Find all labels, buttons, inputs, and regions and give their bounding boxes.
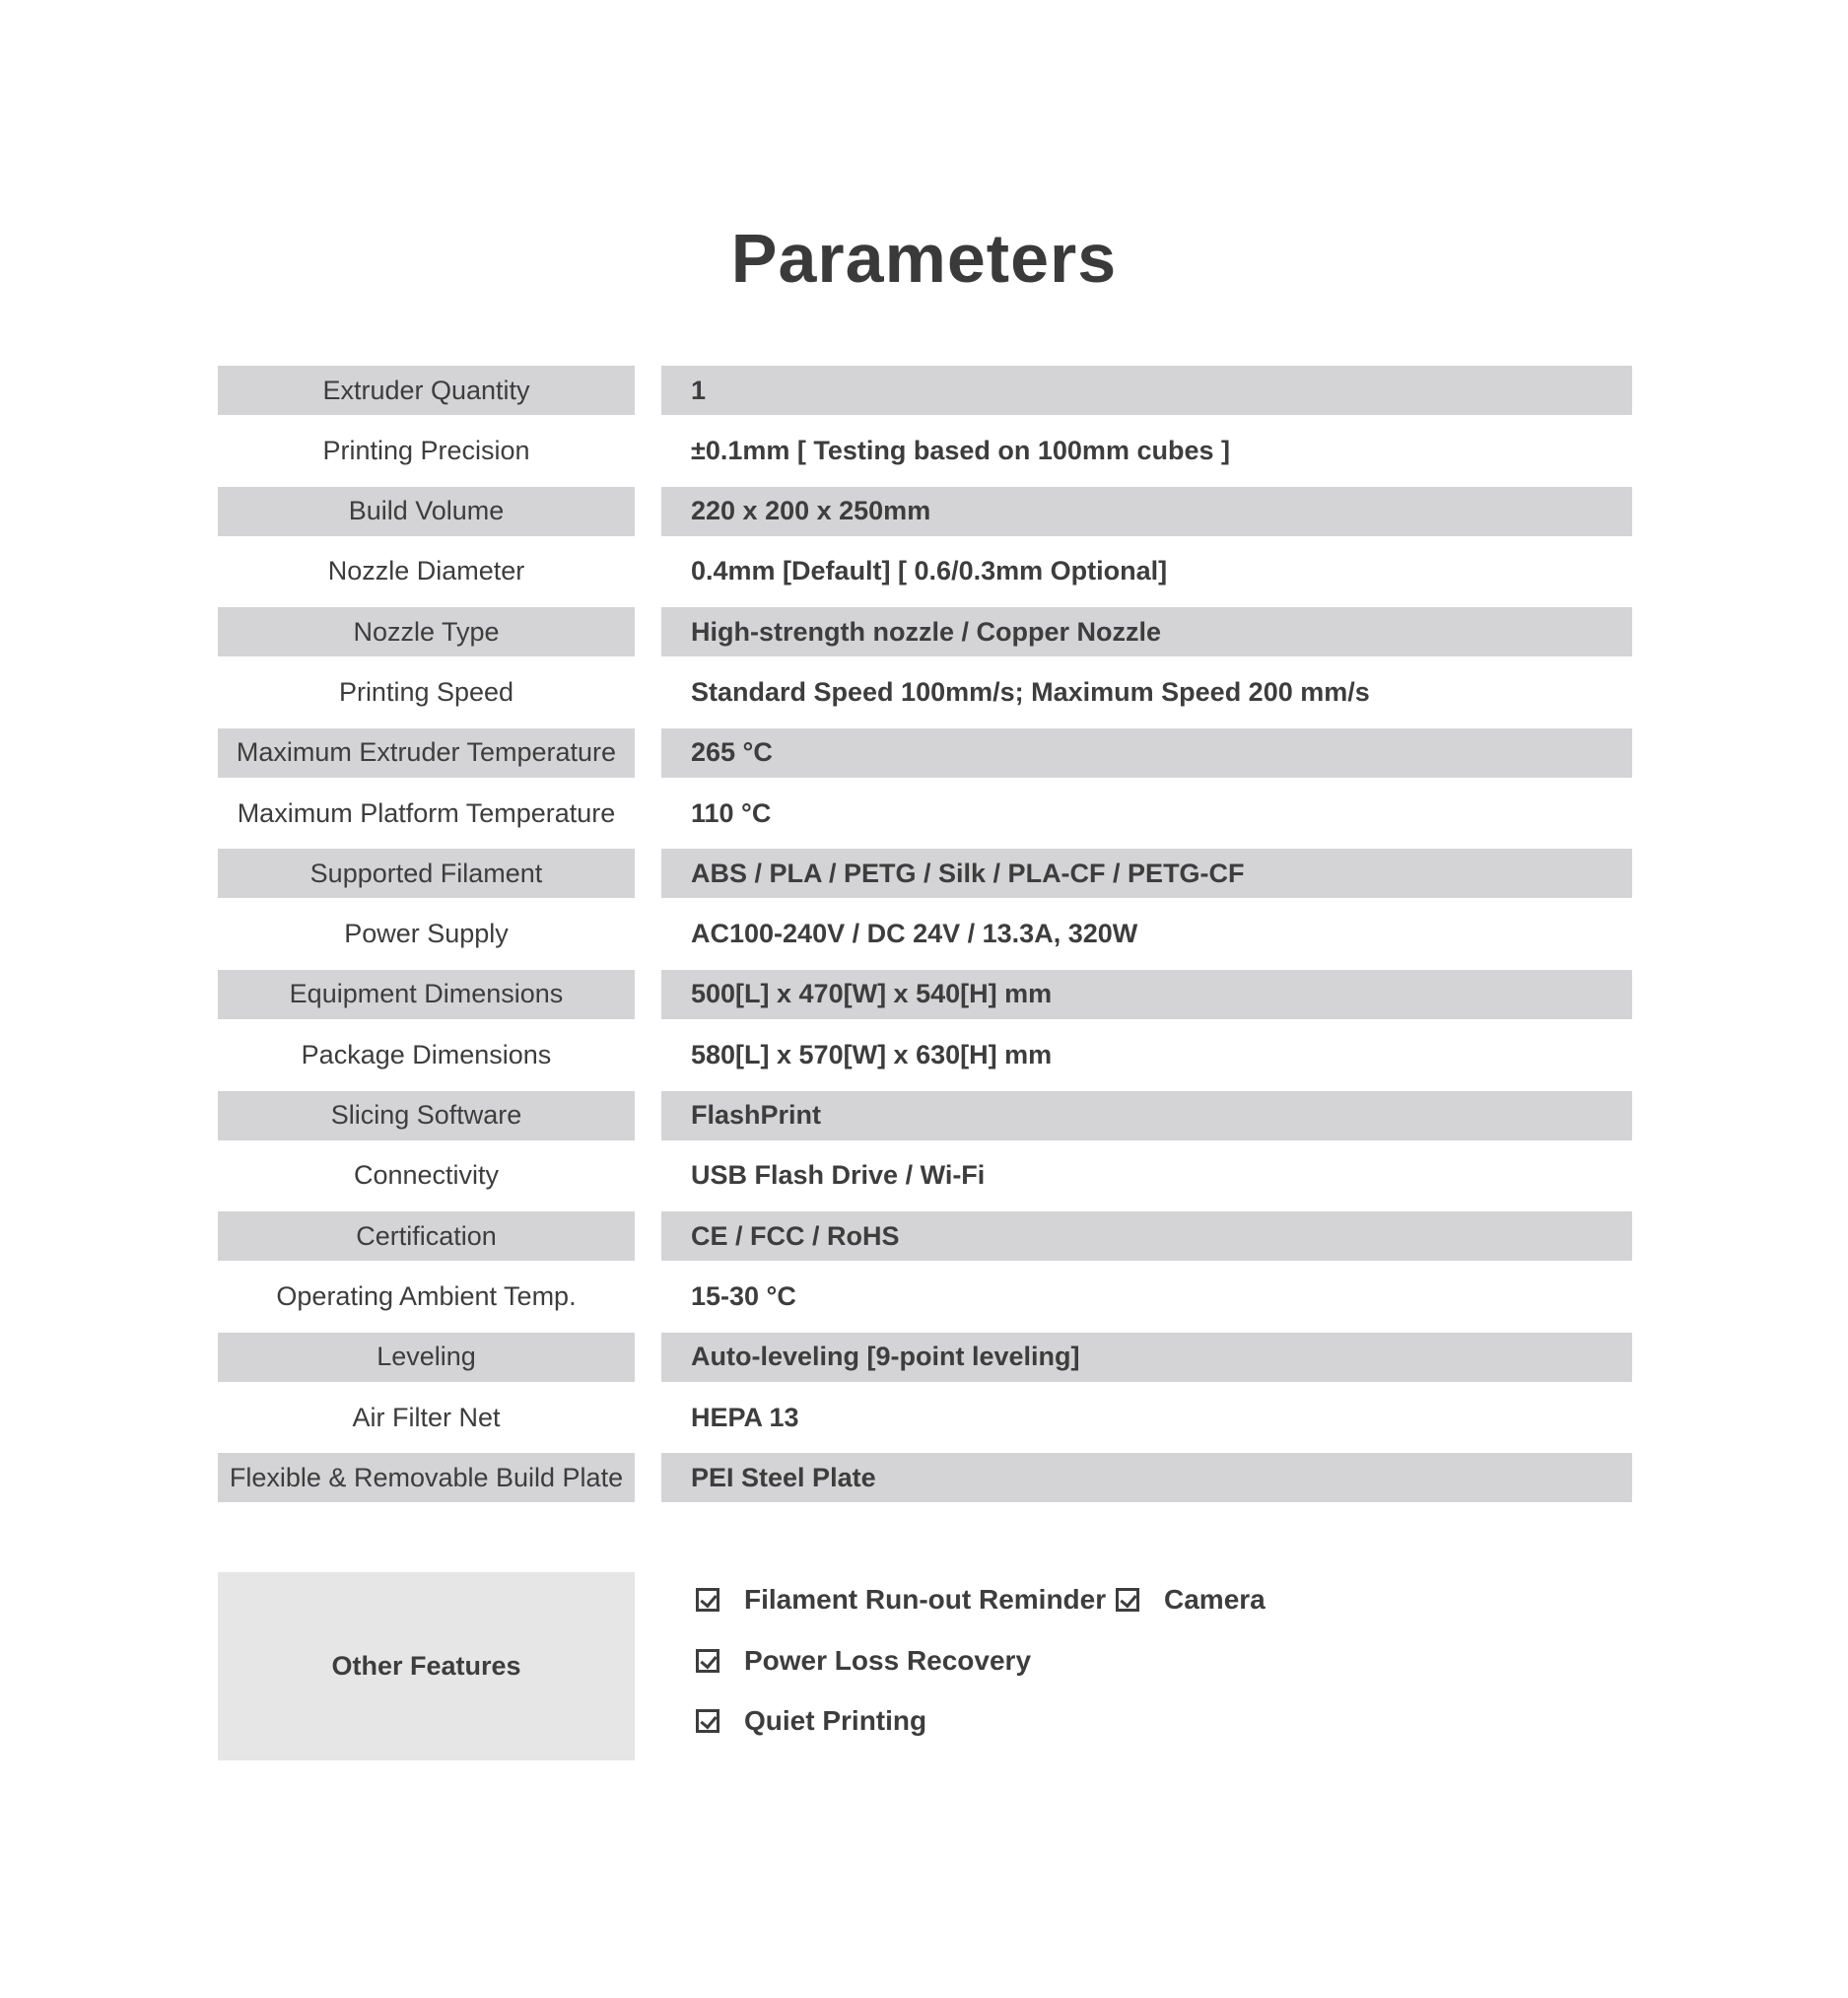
spec-row-max-extruder-temperature (0, 728, 1848, 789)
spec-label: Supported Filament (218, 849, 635, 898)
spec-value: Auto-leveling [9-point leveling] (661, 1333, 1632, 1382)
spec-row-extruder-quantity (0, 366, 1848, 426)
spec-value: ±0.1mm [ Testing based on 100mm cubes ] (691, 435, 1230, 465)
spec-label: Air Filter Net (352, 1402, 501, 1432)
spec-row-air-filter-net (0, 1393, 1848, 1453)
other-features-section (0, 1572, 1848, 1760)
spec-label: Certification (218, 1211, 635, 1261)
feature-filament-runout-reminder (696, 1580, 1106, 1619)
spec-value: ABS / PLA / PETG / Silk / PLA-CF / PETG-CF (661, 849, 1632, 898)
spec-value: PEI Steel Plate (661, 1453, 1632, 1502)
spec-value: CE / FCC / RoHS (661, 1211, 1632, 1261)
feature-text: Quiet Printing (744, 1705, 927, 1736)
spec-value: HEPA 13 (691, 1402, 799, 1432)
spec-row-connectivity (0, 1151, 1848, 1211)
page-title: Parameters (730, 220, 1118, 297)
spec-value: 580[L] x 570[W] x 630[H] mm (691, 1039, 1053, 1069)
feature-power-loss-recovery (696, 1641, 1031, 1681)
spec-row-max-platform-temperature (0, 789, 1848, 849)
spec-row-build-volume (0, 487, 1848, 547)
spec-label: Extruder Quantity (218, 366, 635, 415)
checkbox-checked-icon (696, 1588, 719, 1612)
spec-label: Nozzle Type (218, 607, 635, 656)
spec-label: Nozzle Diameter (327, 556, 525, 586)
checkbox-checked-icon (1116, 1588, 1139, 1612)
spec-label: Maximum Extruder Temperature (218, 728, 635, 778)
other-features-label: Other Features (218, 1572, 635, 1760)
feature-quiet-printing (696, 1701, 926, 1741)
spec-value: 1 (661, 366, 1632, 415)
spec-value: 220 x 200 x 250mm (661, 487, 1632, 536)
spec-label: Slicing Software (218, 1091, 635, 1140)
feature-text: Camera (1164, 1584, 1266, 1615)
spec-value: 500[L] x 470[W] x 540[H] mm (661, 970, 1632, 1019)
spec-row-printing-speed (0, 667, 1848, 727)
spec-row-nozzle-diameter (0, 547, 1848, 607)
spec-value: High-strength nozzle / Copper Nozzle (661, 607, 1632, 656)
spec-row-certification (0, 1211, 1848, 1272)
spec-label: Operating Ambient Temp. (276, 1280, 577, 1311)
spec-label: Equipment Dimensions (218, 970, 635, 1019)
spec-row-operating-ambient-temp (0, 1272, 1848, 1332)
spec-label: Power Supply (344, 919, 509, 949)
spec-row-equipment-dimensions (0, 970, 1848, 1030)
spec-value: 0.4mm [Default] [ 0.6/0.3mm Optional] (691, 556, 1168, 586)
checkbox-checked-icon (696, 1709, 719, 1733)
spec-row-build-plate (0, 1453, 1848, 1513)
spec-label: Flexible & Removable Build Plate (218, 1453, 635, 1502)
spec-row-nozzle-type (0, 607, 1848, 667)
spec-row-slicing-software (0, 1091, 1848, 1151)
spec-value: USB Flash Drive / Wi-Fi (691, 1160, 986, 1191)
feature-camera (1116, 1580, 1266, 1619)
spec-label: Connectivity (353, 1160, 500, 1191)
spec-label: Printing Speed (338, 676, 514, 707)
spec-table (0, 366, 1848, 1514)
spec-label: Printing Precision (322, 435, 530, 465)
spec-row-leveling (0, 1333, 1848, 1393)
spec-label: Maximum Platform Temperature (237, 797, 616, 828)
spec-value: Standard Speed 100mm/s; Maximum Speed 200 mm/s (691, 676, 1370, 707)
spec-label: Leveling (218, 1333, 635, 1382)
spec-value: 15-30 °C (691, 1280, 796, 1311)
spec-row-package-dimensions (0, 1030, 1848, 1090)
spec-row-printing-precision (0, 426, 1848, 486)
spec-row-supported-filament (0, 849, 1848, 909)
spec-value: 110 °C (691, 797, 772, 828)
spec-label: Build Volume (218, 487, 635, 536)
feature-text: Power Loss Recovery (744, 1645, 1032, 1676)
checkbox-checked-icon (696, 1649, 719, 1673)
spec-value: AC100-240V / DC 24V / 13.3A, 320W (691, 919, 1138, 949)
spec-value: 265 °C (661, 728, 1632, 778)
spec-label: Package Dimensions (301, 1039, 552, 1069)
feature-text: Filament Run-out Reminder (744, 1584, 1107, 1615)
spec-row-power-supply (0, 910, 1848, 970)
spec-value: FlashPrint (661, 1091, 1632, 1140)
